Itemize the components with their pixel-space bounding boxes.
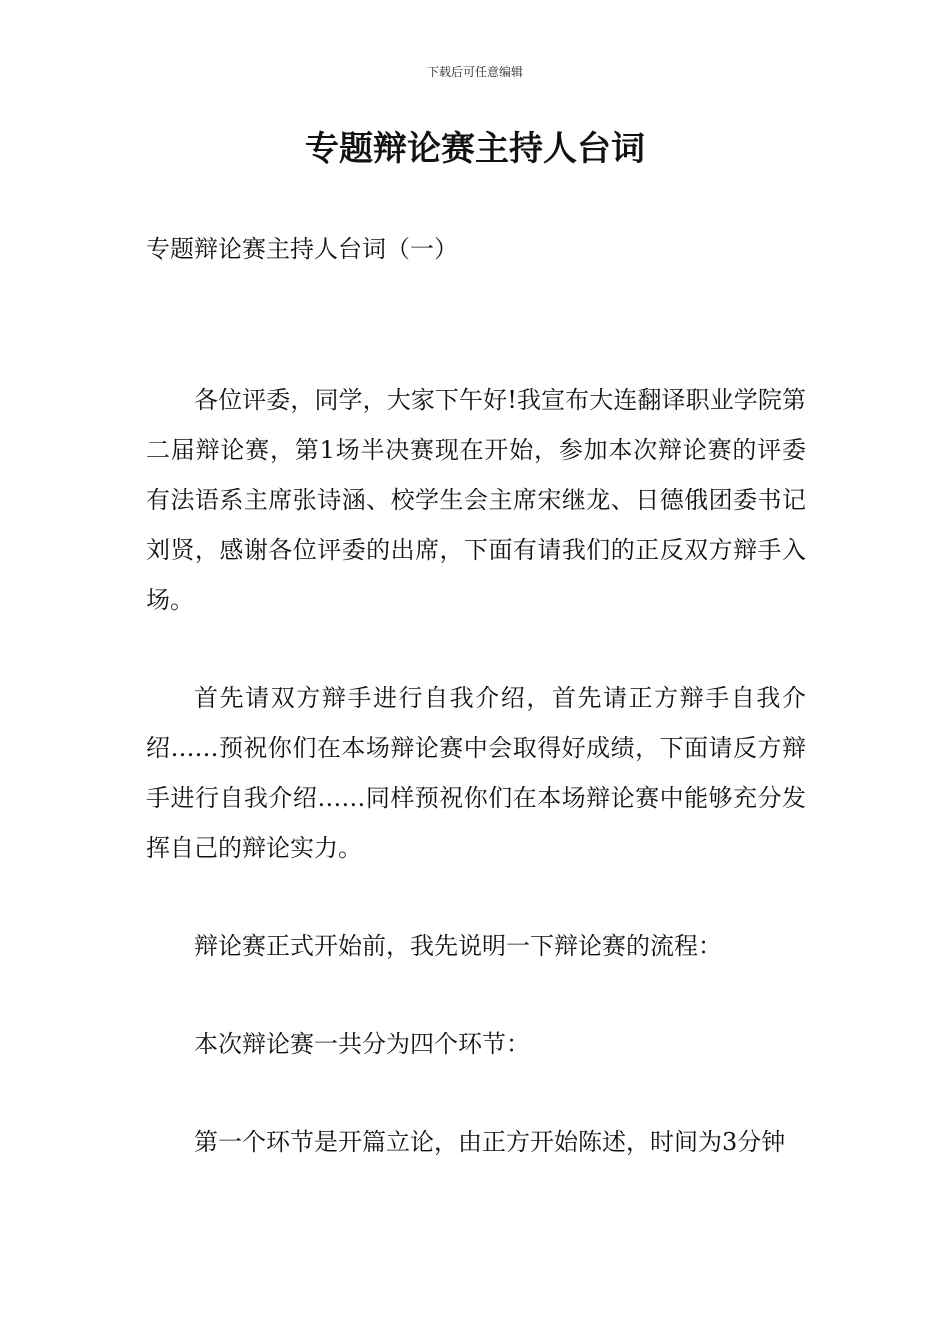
paragraph-introductions: 首先请双方辩手进行自我介绍，首先请正方辩手自我介绍……预祝你们在本场辩论赛中会取得好成绩，下面请反方辩手进行自我介绍……同样预祝你们在本场辩论赛中能够充分发挥自己的辩论实力。 [146,684,806,862]
paragraph-four-sections: 本次辩论赛一共分为四个环节： [194,1030,530,1058]
document-title: 专题辩论赛主持人台词 [305,129,645,169]
paragraph-first-section: 第一个环节是开篇立论，由正方开始陈述，时间为3分钟 [194,1128,786,1156]
paragraph-process-intro: 辩论赛正式开始前，我先说明一下辩论赛的流程： [194,932,722,960]
section-subtitle: 专题辩论赛主持人台词（一） [146,235,458,263]
paragraph-opening: 各位评委，同学，大家下午好!我宣布大连翻译职业学院第二届辩论赛，第1场半决赛现在开始，参加本次辩论赛的评委有法语系主席张诗涵、校学生会主席宋继龙、日德俄团委书记刘贤，感谢各位评委的出席，下面有请我们的正反双方辩手入场。 [146,386,806,614]
header-note: 下载后可任意编辑 [426,65,523,79]
document-body [146,224,806,1215]
